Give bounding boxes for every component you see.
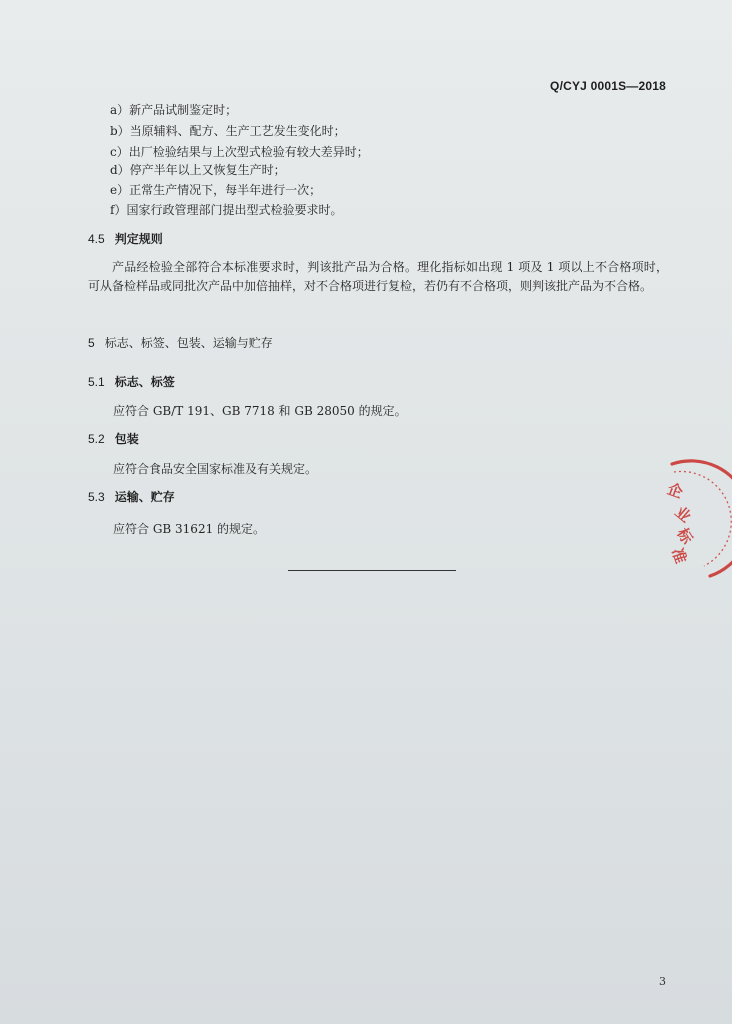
list-item-b: b）当原辅料、配方、生产工艺发生变化时； (110, 124, 346, 138)
section-heading-5-2 (88, 432, 139, 446)
section-heading-4-5 (88, 232, 163, 246)
end-rule (288, 570, 456, 571)
list-item-f: f）国家行政管理部门提出型式检验要求时。 (110, 203, 343, 217)
judgment-rule-paragraph: 产品经检验全部符合本标准要求时，判该批产品为合格。理化指标如出现 1 项及 1 项以上不合格项时，可从备检样品或同批次产品中加倍抽样，对不合格项进行复检，若仍有不合格项，则判该批产品为不合格。 (88, 260, 668, 293)
section-heading-5-3 (88, 490, 175, 504)
section-heading-5-1 (88, 375, 175, 389)
section-title: 标志、标签 (114, 375, 175, 389)
section-5-1-body: 应符合 GB/T 191、GB 7718 和 GB 28050 的规定。 (113, 404, 407, 418)
section-number: 5.1 (88, 375, 105, 389)
section-title: 包装 (114, 432, 139, 446)
section-number: 4.5 (88, 232, 105, 246)
svg-text:标: 标 (673, 524, 697, 548)
section-number: 5 (88, 336, 95, 350)
list-item-c: c）出厂检验结果与上次型式检验有较大差异时； (110, 145, 369, 159)
svg-text:准: 准 (668, 545, 690, 566)
section-5-2-body: 应符合食品安全国家标准及有关规定。 (113, 462, 318, 476)
document-code: Q/CYJ 0001S—2018 (550, 79, 666, 93)
section-number: 5.2 (88, 432, 105, 446)
svg-text:业: 业 (671, 502, 695, 527)
section-number: 5.3 (88, 490, 105, 504)
section-5-3-body: 应符合 GB 31621 的规定。 (113, 522, 266, 536)
company-seal (660, 458, 732, 584)
section-title: 判定规则 (114, 232, 163, 246)
list-item-a: a）新产品试制鉴定时； (110, 103, 238, 117)
section-title: 标志、标签、包装、运输与贮存 (104, 336, 273, 350)
section-title: 运输、贮存 (114, 490, 175, 504)
list-item-d: d）停产半年以上又恢复生产时； (110, 163, 286, 177)
list-item-e: e）正常生产情况下，每半年进行一次； (110, 183, 322, 197)
page-number: 3 (659, 975, 666, 988)
section-heading-5 (88, 336, 273, 350)
svg-text:企: 企 (665, 479, 686, 502)
